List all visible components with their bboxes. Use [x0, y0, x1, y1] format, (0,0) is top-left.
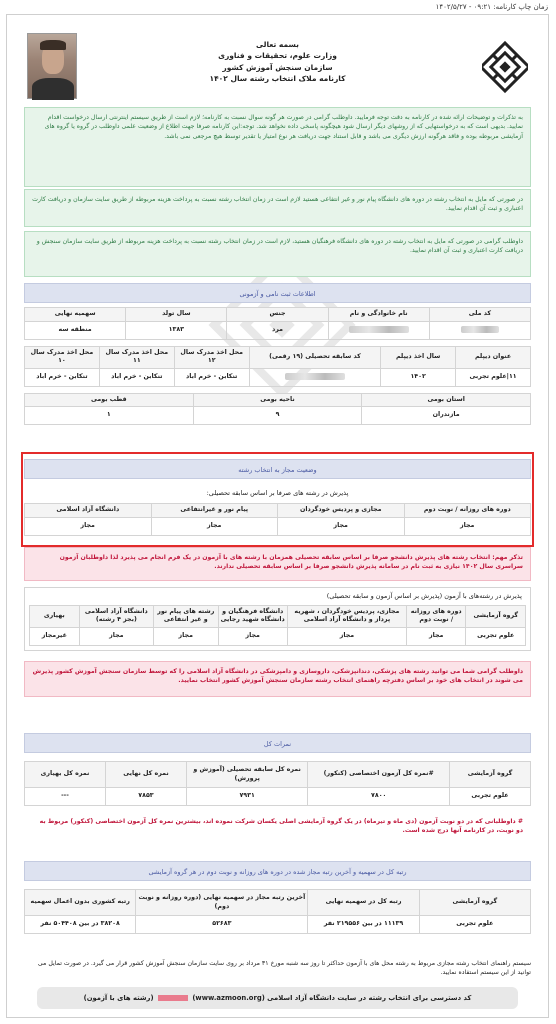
registration-table — [24, 307, 531, 425]
notice-azad-medical: داوطلب گرامی شما می توانید رشته های پزشکی، دندانپزشکی، داروسازی و دامپزشکی در دانشگاه آزاد اسلامی را که توسط سازمان سنجش آموزش کشور پذیرش می شوند در انتخاب های خود بر اساس دفترچه راهنمای انتخاب رشته سازمان سنجش آموزش کشور انتخاب نمایید. — [24, 661, 531, 697]
place-year-10: تنکابن - خرم اباد — [25, 368, 100, 386]
notice-two-rounds: # داوطلبانی که در دو نوبت آزمون (دی ماه و تیرماه) در یک گروه آزمایشی اصلی یکسان شرکت نموده اند، بیشترین نمره کل آزمون اختصاصی (کنکور) مربوط به دو نوبت، در کارنامه آنها درج شده است. — [24, 811, 531, 841]
col-header: محل اخذ مدرک سال ۱۲ — [174, 346, 249, 368]
exam-permit-value: غیرمجاز — [30, 627, 80, 645]
score-exam: ۷۸۰۰ — [308, 788, 450, 806]
col-header: کد سابقه تحصیلی (۱۹ رقمی) — [249, 346, 381, 368]
header-line: سازمان سنجش آموزش کشور — [222, 62, 333, 72]
col-header: رتبه کل در سهمیه نهایی — [308, 890, 419, 916]
education-code — [249, 368, 381, 386]
col-header: نمره کل بهیاری — [25, 762, 106, 788]
national-id — [429, 321, 530, 339]
diploma-year: ۱۴۰۲ — [381, 368, 456, 386]
scores-table — [24, 761, 531, 806]
rank-table — [24, 889, 531, 934]
exam-accept-block — [24, 587, 531, 651]
birth-year: ۱۳۸۳ — [126, 321, 227, 339]
access-code-redacted — [158, 995, 188, 1001]
col-header: بهیاری — [30, 605, 80, 627]
col-header: سال تولد — [126, 308, 227, 322]
candidate-photo — [27, 33, 77, 99]
exam-permit-value: مجاز — [154, 627, 218, 645]
place-year-11: تنکابن - خرم اباد — [99, 368, 174, 386]
permit-subtitle: پذیرش در رشته های صرفا بر اساس سابقه تحصیلی: — [206, 489, 349, 497]
col-header: نام خانوادگی و نام — [328, 308, 429, 322]
section-registration: اطلاعات ثبت نامی و آزمونی — [24, 283, 531, 303]
col-header: ناحیه بومی — [193, 393, 362, 407]
col-header: رشته های پیام نور و غیر انتفاعی — [154, 605, 218, 627]
score-final: ۷۸۵۳ — [105, 788, 186, 806]
col-header: سهمیه نهایی — [25, 308, 126, 322]
footer-note: سیستم راهنمای انتخاب رشته مجازی مربوط به رشته محل های با آزمون حداکثر تا روز سه شنبه مورخ ۳۱ مرداد بر روی سایت سازمان سنجش آموزش کشور قرار می گیرد. در صورت تمایل می توانید از این سیستم استفاده نمایید. — [37, 960, 531, 977]
col-header: سال اخذ دیپلم — [381, 346, 456, 368]
final-quota: منطقه سه — [25, 321, 126, 339]
place-year-12: تنکابن - خرم اباد — [174, 368, 249, 386]
exam-permit-value: مجاز — [79, 627, 153, 645]
col-header: قطب بومی — [25, 393, 194, 407]
native-pole: ۱ — [25, 407, 194, 425]
col-header: دانشگاه آزاد اسلامی — [25, 504, 152, 518]
exam-group: علوم تجربی — [466, 627, 526, 645]
col-header: دوره های روزانه / نوبت دوم — [406, 605, 466, 627]
permit-table — [24, 503, 531, 536]
notice-general: به تذکرات و توضیحات ارائه شده در کارنامه به دقت توجه فرمایید. داوطلب گرامی در صورت هر گونه سوال نسبت به کارنامه؛ لازم است از طریق سیستم اینترنتی ارسال درخواست اقدام نمایید. بدیهی است که به درخواستهایی که از روشهای دیگر ارسال شود هیچگونه پاسخی داده نخواهد شد. توجه:این کارنامه صرفا جهت اطلاع از وضعیت علمی داوطلب در گروه یا گروه های آزمایشی مربوطه بوده و فاقد هرگونه ارزش دیگری می باشد و قابل استناد جهت دریافت هر نوع امتیاز یا تقدیر توسط هیچ مرجعی نمی باشد. — [24, 107, 531, 187]
rank-national: ۳۸۲۰۸ در بین ۵۰۴۴۰۸ نفر — [25, 916, 136, 934]
col-header: دانشگاه فرهنگیان و دانشگاه شهید رجایی — [218, 605, 287, 627]
col-header: کد ملی — [429, 308, 530, 322]
header-line: وزارت علوم، تحقیقات و فناوری — [218, 51, 337, 61]
permit-value: مجاز — [278, 517, 405, 535]
section-rank: رتبه کل در سهمیه و آخرین رتبه مجاز شده در دوره های روزانه و نوبت دوم در هر گروه آزمایشی — [24, 861, 531, 881]
col-header: محل اخذ مدرک سال ۱۱ — [99, 346, 174, 368]
col-header: گروه آزمایشی — [419, 890, 530, 916]
header-line: بسمه تعالی — [256, 40, 299, 49]
exam-permit-value: مجاز — [406, 627, 466, 645]
full-name — [328, 321, 429, 339]
col-header: مجازی و پردیس خودگردان — [278, 504, 405, 518]
notice-farhangian: داوطلب گرامی در صورتی که مایل به انتخاب رشته در دوره های دانشگاه فرهنگیان هستید، لازم است در زمان انتخاب رشته نسبت به پرداخت هزینه مربوطه از طریق سایت سازمان سنجش و دریافت کارت اعتباری و ثبت آن اقدام نمایید. — [24, 231, 531, 277]
native-region: ۹ — [193, 407, 362, 425]
rank-quota: ۱۱۱۳۹ در بین ۲۱۹۵۵۶ نفر — [308, 916, 419, 934]
diploma-title: ۱۱|علوم تجربی — [456, 368, 531, 386]
print-time: زمان چاپ کارنامه: ۰۹:۲۱ - ۱۴۰۲/۵/۲۷ — [435, 3, 548, 11]
col-header: گروه آزمایشی — [466, 605, 526, 627]
col-header: رتبه کشوری بدون اعمال سهمیه — [25, 890, 136, 916]
col-header: دوره های روزانه / نوبت دوم — [404, 504, 531, 518]
permit-value: مجاز — [25, 517, 152, 535]
col-header: آخرین رتبه مجاز در سهمیه نهایی (دوره روزانه و نوبت دوم) — [136, 890, 308, 916]
col-header: دانشگاه آزاد اسلامی (بجز ۴ رشته) — [79, 605, 153, 627]
col-header: پیام نور و غیرانتفاعی — [151, 504, 278, 518]
gender: مرد — [227, 321, 328, 339]
col-header: محل اخذ مدرک سال ۱۰ — [25, 346, 100, 368]
col-header: استان بومی — [362, 393, 531, 407]
score-behyari: --- — [25, 788, 106, 806]
azmoon-text: کد دسترسی برای انتخاب رشته در سایت دانشگاه آزاد اسلامی (www.azmoon.org) — [192, 994, 472, 1002]
notice-history-based: تذکر مهم: انتخاب رشته های پذیرش دانشجو صرفا بر اساس سابقه تحصیلی همزمان با رشته های با آزمون در یک فرم انجام می پذیرد لذا داوطلبان آزمون سراسری سال ۱۴۰۲ نیازی به ثبت نام در سامانه پذیرش دانشجو صرفا بر اساس سابقه تحصیلی ندارند. — [24, 547, 531, 581]
col-header: گروه آزمایشی — [450, 762, 531, 788]
report-card — [6, 14, 549, 1018]
azmoon-access-code — [37, 987, 518, 1009]
header — [17, 25, 538, 101]
rank-last-allowed: ۵۲۶۸۳ — [136, 916, 308, 934]
score-group: علوم تجربی — [450, 788, 531, 806]
col-header: جنس — [227, 308, 328, 322]
section-scores: نمرات کل — [24, 733, 531, 753]
col-header: نمره کل نهایی — [105, 762, 186, 788]
exam-permit-value: مجاز — [287, 627, 406, 645]
header-title — [17, 39, 538, 84]
native-province: مازندران — [362, 407, 531, 425]
section-permit: وضعیت مجاز به انتخاب رشته — [24, 459, 531, 479]
col-header: عنوان دیپلم — [456, 346, 531, 368]
col-header: #نمره کل آزمون اختصاصی (کنکور) — [308, 762, 450, 788]
permit-value: مجاز — [151, 517, 278, 535]
rank-group: علوم تجربی — [419, 916, 530, 934]
col-header: نمره کل سابقه تحصیلی (آموزش و پرورش) — [186, 762, 307, 788]
col-header: مجازی، پردیس خودگردان ، شهریه پرداز و دانشگاه آزاد اسلامی — [287, 605, 406, 627]
score-history: ۷۹۳۱ — [186, 788, 307, 806]
permit-value: مجاز — [404, 517, 531, 535]
azmoon-text-suffix: (رشته های با آزمون) — [83, 994, 154, 1002]
header-line: کارنامه ملاک انتخاب رشته سال ۱۴۰۲ — [209, 73, 346, 83]
notice-payamnoor: در صورتی که مایل به انتخاب رشته در دوره های دانشگاه پیام نور و غیر انتفاعی هستید لازم است در زمان انتخاب رشته نسبت به پرداخت هزینه مربوطه از طریق سایت سازمان و دریافت کارت اعتباری و ثبت آن اقدام نمایید. — [24, 189, 531, 227]
exam-permit-value: مجاز — [218, 627, 287, 645]
exam-accept-subtitle: پذیرش در رشته‌های با آزمون (پذیرش بر اساس آزمون و سابقه تحصیلی) — [326, 592, 522, 600]
